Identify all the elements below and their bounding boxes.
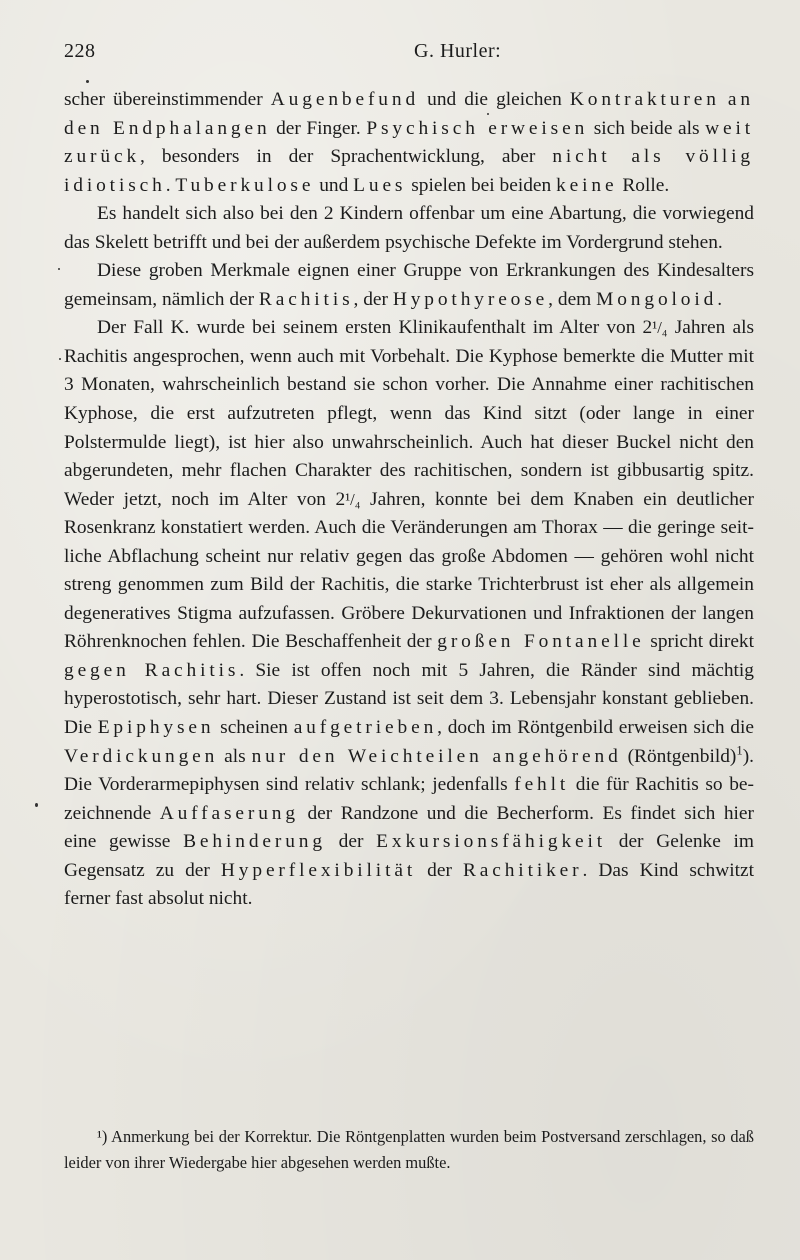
text-run: spricht direkt xyxy=(644,631,755,653)
spaced-emphasis: Mongoloid xyxy=(596,288,718,310)
spaced-emphasis: an den Endphalangen xyxy=(64,89,754,139)
spaced-emphasis: Psychisch erweisen xyxy=(366,117,589,139)
spaced-emphasis: Lues xyxy=(353,174,407,196)
spaced-emphasis: nicht als völlig idiotisch xyxy=(64,146,754,196)
spaced-emphasis: Exkursionsfähigkeit xyxy=(376,831,607,853)
text-run: , doch im Röntgenbild erweisen sich die xyxy=(437,717,754,739)
spaced-emphasis: fehlt xyxy=(514,774,570,796)
spaced-emphasis: keine xyxy=(556,174,618,196)
text-run: ). Die Vorderarmepiphysen sind relativ schlank; jedenfalls xyxy=(64,745,755,796)
spaced-emphasis: weit zurück xyxy=(64,117,754,168)
scan-speck xyxy=(59,358,61,360)
spaced-emphasis: nur den Weichteilen angehörend xyxy=(251,745,622,767)
scan-speck xyxy=(58,268,60,270)
spaced-emphasis: Rachitis xyxy=(258,288,354,310)
text-run: der xyxy=(325,831,377,853)
text-run: (Röntgenbild) xyxy=(621,745,737,767)
text-run: der xyxy=(416,859,463,881)
text-run: der Finger. xyxy=(270,117,367,139)
text-run: scher übereinstimmender xyxy=(64,89,271,110)
footnote-marker: ¹) xyxy=(97,1127,108,1146)
text-run: die für Rachitis so bezeichnende xyxy=(64,774,754,824)
text-run: Jahren, konnte bei dem Knaben ein deutlicher Rosenkranz konstatiert werden. Auch die Veränderungen am Thorax — die geringe seitliche Abflachung scheint nur relativ gegen das große Abdomen — gehören wohl nicht streng genommen zum Bild der Rachitis, die starke Trichterbrust ist eher als allgemein degeneratives Stigma aufzufassen. Gröbere Dekurvationen und Infraktionen der langen Röhrenknochen fehlen. Die Beschaffenheit der xyxy=(64,488,754,653)
spaced-emphasis: Behinderung xyxy=(183,831,326,853)
spaced-emphasis: aufgetrieben xyxy=(293,717,438,739)
body-text xyxy=(64,86,754,914)
spaced-emphasis: Tuberkulose xyxy=(175,174,315,196)
footnote-reference: 1 xyxy=(736,743,743,758)
paragraph xyxy=(64,314,754,913)
text-run: scheinen xyxy=(214,717,294,739)
text-run: sich beide als xyxy=(588,117,706,139)
spaced-emphasis: Hypothyreose xyxy=(392,288,549,310)
text-run: Der Fall K. wurde bei seinem ersten Klinikaufenthalt im Alter von 2 xyxy=(97,317,653,339)
text-run: . xyxy=(165,174,176,196)
paragraph xyxy=(64,86,754,200)
footnote-text: Anmerkung bei der Korrektur. Die Röntgenplatten wurden beim Postversand zerschlagen, so daß leider von ihrer Wiedergabe hier abgesehen werden mußte. xyxy=(64,1127,754,1172)
fraction: ¹/₄ xyxy=(652,318,668,338)
spaced-emphasis: Rachitiker xyxy=(462,859,583,881)
text-run: , dem xyxy=(548,288,597,310)
spaced-emphasis: Kontrakturen xyxy=(569,89,720,110)
text-run: spielen bei beiden xyxy=(406,174,557,196)
text-run: Es handelt sich also bei den 2 Kindern offenbar um eine Abartung, die vorwiegend das Skelett betrifft und bei der außerdem psychische Defekte im Vordergrund stehen. xyxy=(64,203,754,253)
scan-speck xyxy=(86,80,89,83)
spaced-emphasis: großen Fontanelle xyxy=(437,631,645,653)
text-run: Jahren als Rachitis angesprochen, wenn auch mit Vorbehalt. Die Kyphose bemerkte die Mutter mit 3 Monaten, wahrscheinlich bestand sie schon vorher. Die Annahme einer rachitischen Kyphose, die erst aufzutreten pflegt, wenn das Kind sitzt (oder lange in einer Polstermulde liegt), ist hier also unwahrscheinlich. Auch hat dieser Buckel nicht den abgerundeten, mehr flachen Charakter des rachitischen, sondern ist gibbusartig spitz. Weder jetzt, noch im Alter von 2 xyxy=(64,317,755,510)
text-run: , der xyxy=(353,288,393,310)
spaced-emphasis: Verdickungen xyxy=(64,745,219,767)
text-run: Rolle. xyxy=(617,174,670,196)
text-run: als xyxy=(218,745,252,767)
text-run: . xyxy=(717,288,723,310)
text-run xyxy=(720,89,728,110)
fraction: ¹/₄ xyxy=(345,489,361,509)
spaced-emphasis: gegen Rachitis xyxy=(64,659,240,681)
text-run: der Gelenke im Gegensatz zu der xyxy=(64,831,754,881)
scan-speck xyxy=(487,113,489,115)
scan-speck xyxy=(35,803,38,807)
text-run: . Das Kind schwitzt ferner fast absolut nicht. xyxy=(64,859,755,910)
spaced-emphasis: Hyperflexibilität xyxy=(220,859,417,881)
text-run: Diese groben Merkmale eignen einer Gruppe von Erkrankungen des Kindesalters gemeinsam, nämlich der xyxy=(64,260,754,310)
footnote xyxy=(64,1124,754,1176)
running-head: G. Hurler: xyxy=(414,40,502,62)
text-run: . Sie ist offen noch mit 5 Jahren, die Ränder sind mächtig hyperostotisch, sehr hart. Dieser Zustand ist seit dem 3. Lebensjahr konstant geblieben. Die xyxy=(64,659,754,739)
text-run: der Randzone und die Becherform. Es findet sich hier eine gewisse xyxy=(64,802,754,853)
spaced-emphasis: Epiphysen xyxy=(97,717,215,739)
page-header xyxy=(64,40,754,70)
spaced-emphasis: Auffaserung xyxy=(159,802,299,824)
text-run: , besonders in der Sprachentwicklung, aber xyxy=(140,146,553,168)
text-run: und xyxy=(314,174,354,196)
paragraph xyxy=(64,257,754,314)
spaced-emphasis: Augenbefund xyxy=(270,89,420,110)
paragraph xyxy=(64,200,754,257)
page-number: 228 xyxy=(64,40,96,62)
text-run: und die gleichen xyxy=(419,89,570,110)
